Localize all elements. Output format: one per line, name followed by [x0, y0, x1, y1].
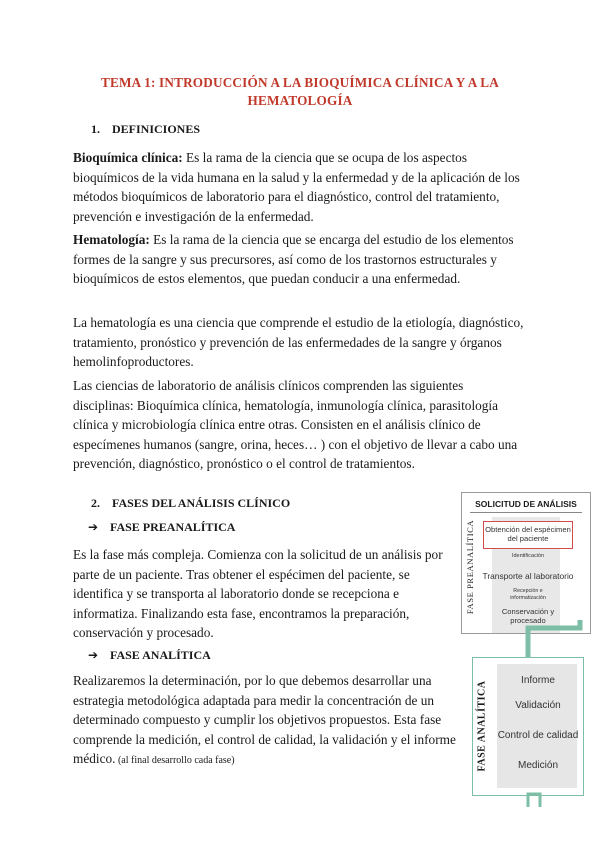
step-obtencion: Obtención del espécimen del paciente — [485, 525, 571, 543]
diagram-header: SOLICITUD DE ANÁLISIS — [475, 499, 577, 509]
paragraph-ciencias-laboratorio — [73, 376, 523, 474]
term-bioquimica: Bioquímica clínica: — [73, 150, 183, 165]
vertical-label-text: FASE ANALÍTICA — [476, 680, 488, 772]
divider — [470, 512, 582, 513]
paragraph-text: Realizaremos la determinación, por lo que debemos desarrollar una estrategia metodológica adaptada para medir la concentración de un determinado compuesto y cumplir los objetivos propuestos. Esta fase comprende la medición, el control de calidad, la validación y el informe médico. — [73, 673, 456, 767]
diagram-preanalitica — [461, 492, 591, 634]
paragraph-text: Las ciencias de laboratorio de análisis clínicos comprenden las siguientes disciplinas: Bioquímica clínica, hematología, inmunología clínica, parasitología clínica y microbiología clínica entre otras. Consisten en el análisis clínico de especímenes humanos (sangre, orina, heces… ) con el objetivo de llevar a cabo una prevención, diagnóstico, pronóstico o el control de tratamientos. — [73, 378, 518, 472]
paragraph-hematologia-ciencia — [73, 313, 528, 372]
section-label: DEFINICIONES — [112, 122, 201, 136]
section-number: 1. — [91, 122, 100, 136]
step-recepcion: Recepción e informatización — [510, 588, 546, 601]
section-heading-fases — [91, 496, 290, 511]
term-hematologia: Hematología: — [73, 232, 150, 247]
definition-hematologia: Es la rama de la ciencia que se encarga del estudio de los elementos formes de la sangre y sus precursores, así como de los trastornos estructurales y bioquímicos de estos elementos, que puedan conducir a una enfermedad. — [73, 232, 514, 287]
step-control-calidad: Control de calidad — [497, 730, 579, 741]
title-line-2: HEMATOLOGÍA — [247, 93, 353, 108]
upward-arrow-icon — [524, 792, 554, 808]
paragraph-preanalitica — [73, 545, 451, 643]
vertical-label — [464, 507, 476, 627]
step-transporte: Transporte al laboratorio — [482, 571, 574, 581]
diagram-analitica — [472, 657, 584, 796]
title-line-1: TEMA 1: INTRODUCCIÓN A LA BIOQUÍMICA CLÍNICA Y A LA — [101, 75, 499, 90]
connector-arrow — [520, 618, 590, 660]
arrow-right-icon: ➔ — [88, 520, 99, 534]
vertical-label — [474, 664, 490, 788]
paragraph-text: Es la fase más compleja. Comienza con la solicitud de un análisis por parte de un paciente. Tras obtener el espécimen del paciente, se identifica y se transporta al laboratorio donde se recepciona e informatiza. Finalizando esta fase, encontramos la preparación, conservación y procesado. — [73, 547, 443, 641]
step-identificacion: Identificación — [511, 553, 545, 559]
section-number: 2. — [91, 496, 100, 510]
definition-bioquimica: Es la rama de la ciencia que se ocupa de los aspectos bioquímicos de la vida humana en la salud y la enfermedad y de la aplicación de los métodos bioquímicos de laboratorio para el diagnóstico, control del tratamiento, prevención e investigación de la enfermedad. — [73, 150, 520, 224]
subheading-label: FASE ANALÍTICA — [110, 648, 211, 662]
step-medicion: Medición — [517, 760, 559, 771]
paragraph-bioquimica — [73, 148, 533, 226]
document-title — [60, 74, 540, 110]
paragraph-hematologia — [73, 230, 523, 289]
step-conservacion: Conservación y procesado — [501, 607, 555, 625]
step-validacion: Validación — [515, 700, 561, 711]
arrow-right-icon: ➔ — [88, 648, 99, 662]
paragraph-analitica — [73, 671, 465, 771]
section-heading-definiciones — [91, 122, 200, 137]
paragraph-text: La hematología es una ciencia que comprende el estudio de la etiología, diagnóstico, tratamiento, pronóstico y prevención de las enfermedades de la sangre y órganos hemolinfoproductores. — [73, 315, 524, 370]
subheading-analitica — [88, 648, 211, 663]
subheading-preanalitica — [88, 520, 235, 535]
step-informe: Informe — [521, 675, 555, 686]
section-label: FASES DEL ANÁLISIS CLÍNICO — [112, 496, 291, 510]
vertical-label-text: FASE PREANALÍTICA — [465, 519, 475, 615]
subheading-label: FASE PREANALÍTICA — [110, 520, 236, 534]
paragraph-note: (al final desarrollo cada fase) — [115, 755, 235, 767]
